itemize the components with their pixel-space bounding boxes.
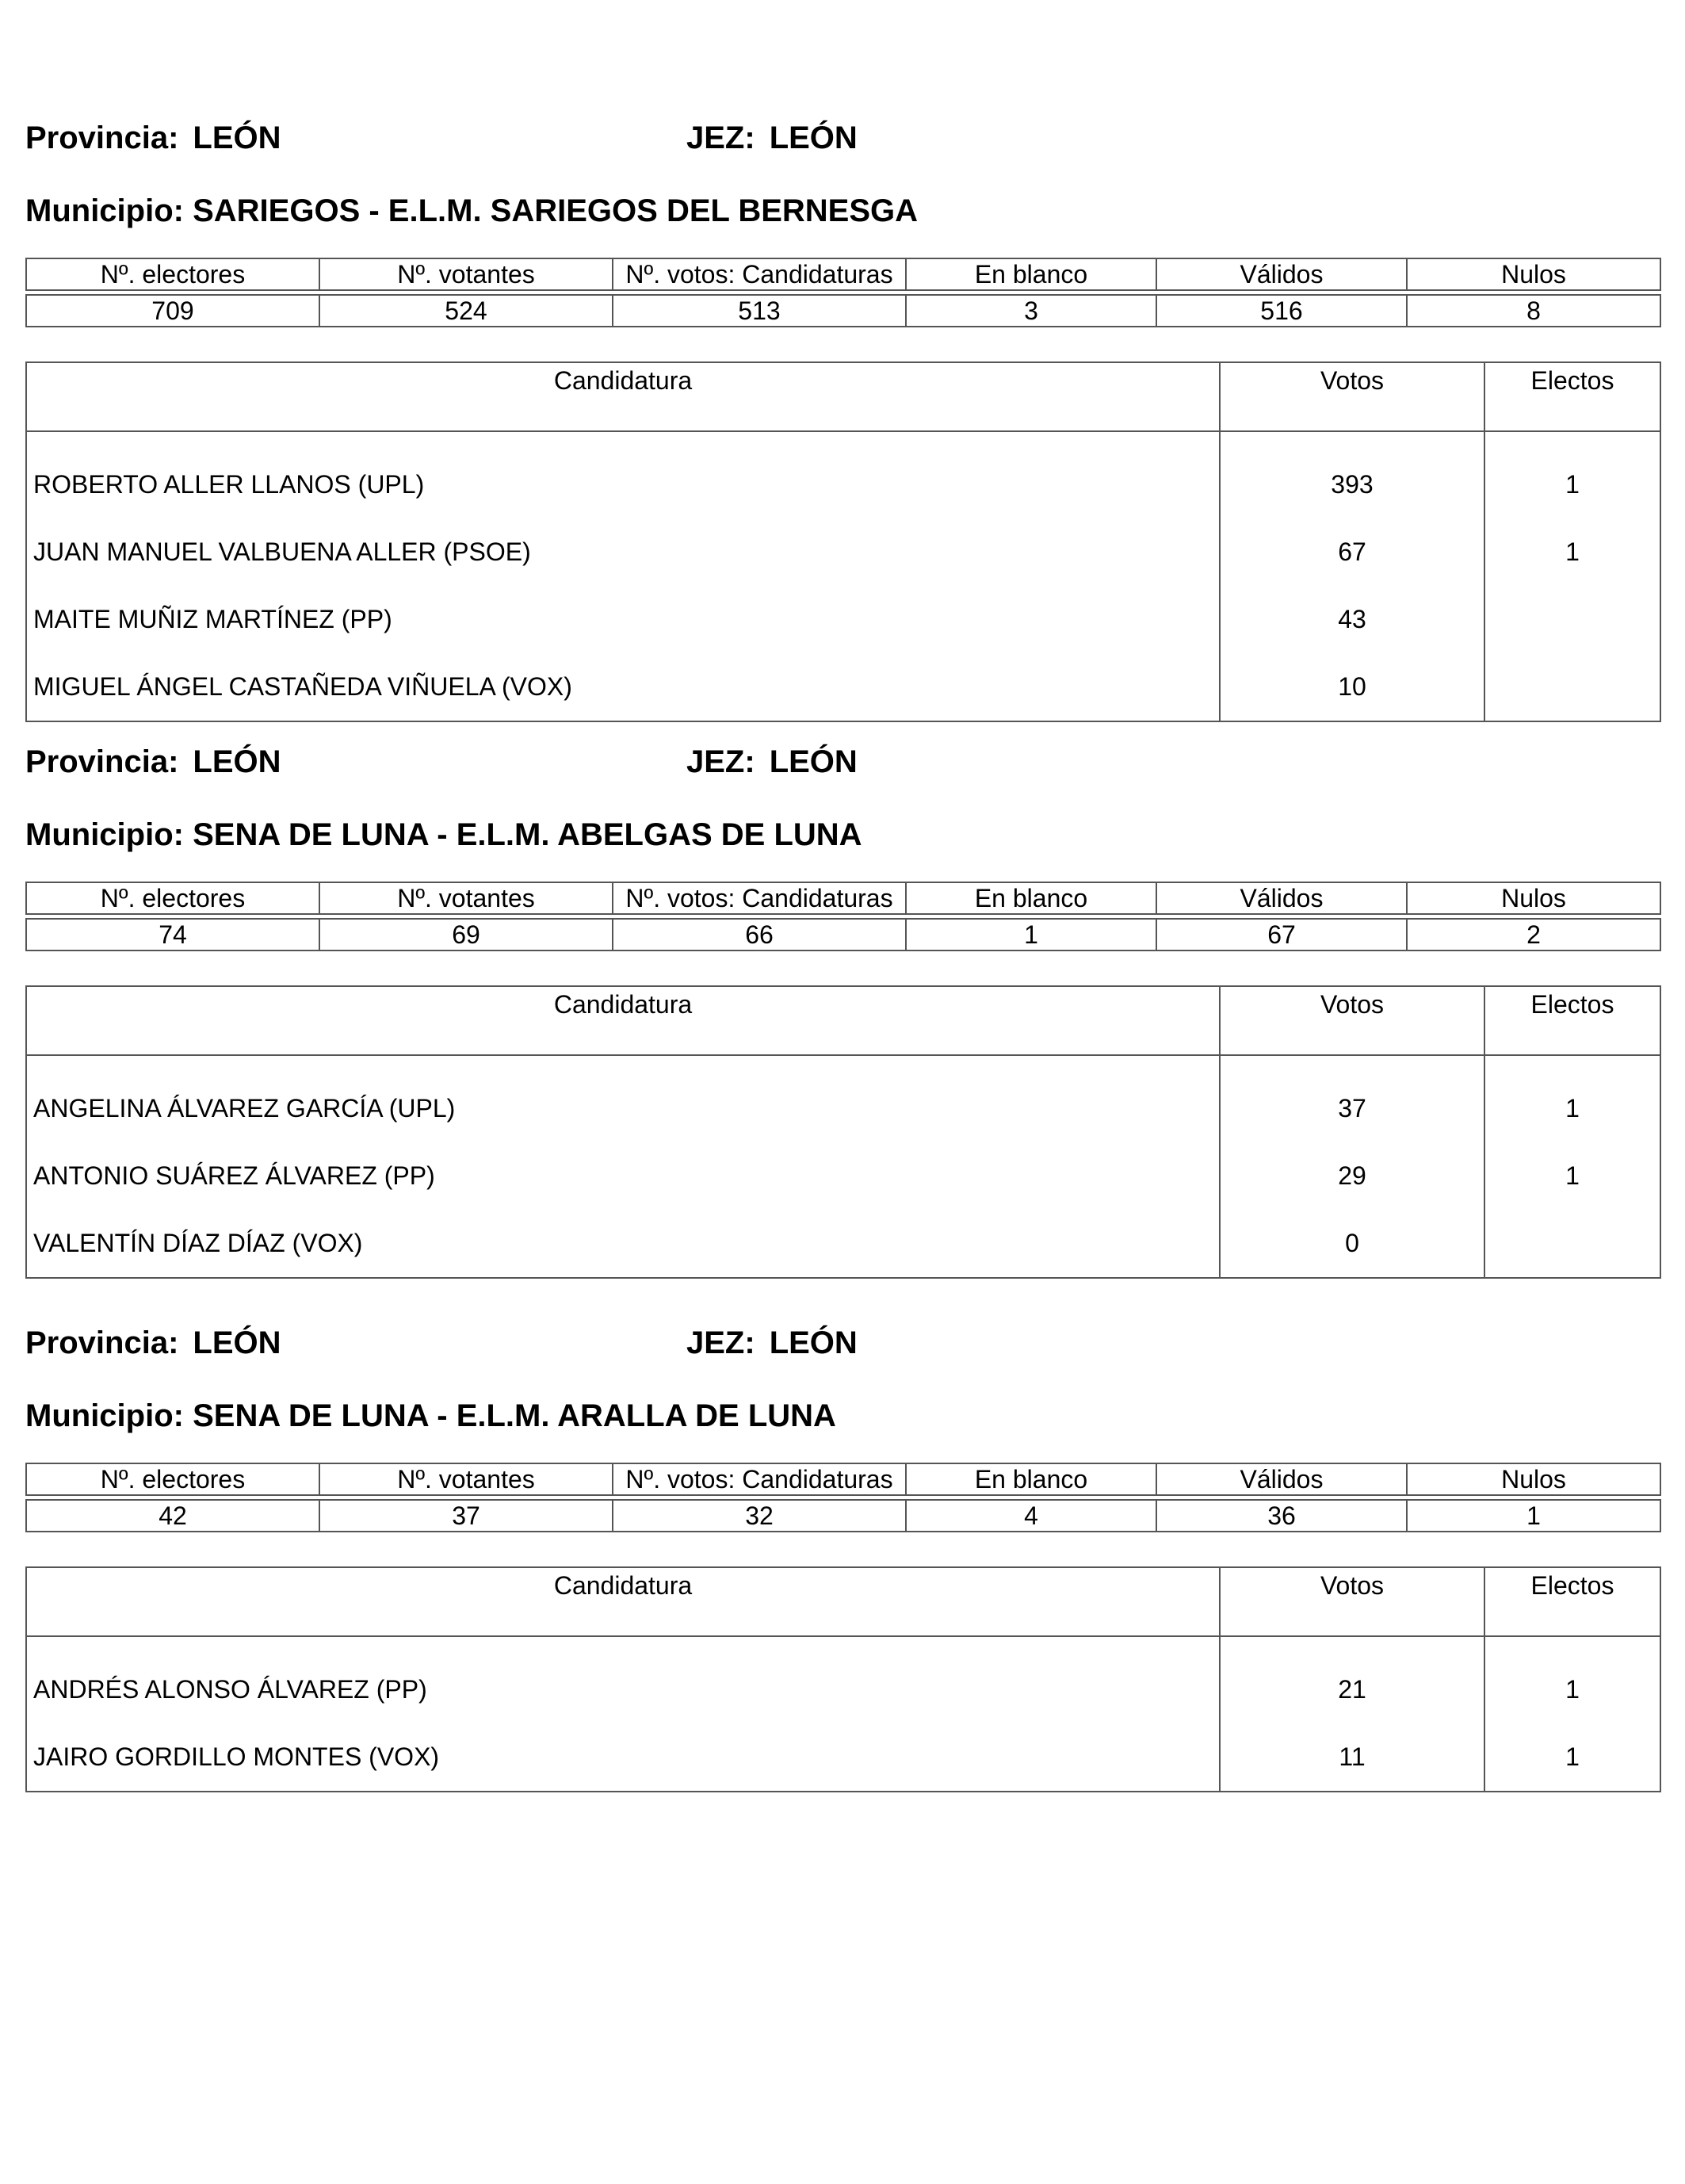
candidate-votos: 393 [1220, 431, 1484, 518]
candidate-name: ANGELINA ÁLVAREZ GARCÍA (UPL) [26, 1055, 1220, 1142]
summary-header: En blanco [906, 1463, 1156, 1495]
provincia-line [25, 743, 281, 781]
candidate-name: ROBERTO ALLER LLANOS (UPL) [26, 431, 1220, 518]
candidate-votos: 11 [1220, 1723, 1484, 1792]
candidate-name: JUAN MANUEL VALBUENA ALLER (PSOE) [26, 518, 1220, 586]
candidate-electos [1484, 1210, 1660, 1278]
candidatura-header: Candidatura [26, 1567, 1220, 1636]
provincia-label: Provincia: [25, 1325, 179, 1360]
summary-value: 516 [1156, 295, 1407, 327]
candidate-electos: 1 [1484, 1636, 1660, 1723]
summary-header: Nº. electores [26, 1463, 319, 1495]
candidate-row [26, 1210, 1660, 1278]
summary-value: 2 [1407, 919, 1660, 950]
summary-header: Válidos [1156, 882, 1407, 914]
summary-table [25, 1463, 1661, 1532]
electos-header: Electos [1484, 986, 1660, 1055]
provincia-label: Provincia: [25, 120, 179, 155]
electos-header: Electos [1484, 1567, 1660, 1636]
summary-header: En blanco [906, 258, 1156, 290]
provincia-value: LEÓN [193, 1325, 281, 1360]
summary-value: 69 [319, 919, 613, 950]
summary-header-row [26, 258, 1660, 290]
jez-label: JEZ: [686, 120, 755, 155]
municipio-label: Municipio: [25, 817, 184, 852]
candidates-header-row [26, 362, 1660, 431]
candidate-name: MIGUEL ÁNGEL CASTAÑEDA VIÑUELA (VOX) [26, 653, 1220, 721]
summary-header: Nº. electores [26, 882, 319, 914]
summary-header: En blanco [906, 882, 1156, 914]
summary-header: Nº. electores [26, 258, 319, 290]
summary-value: 8 [1407, 295, 1660, 327]
provincia-value: LEÓN [193, 744, 281, 779]
candidate-name: MAITE MUÑIZ MARTÍNEZ (PP) [26, 586, 1220, 653]
summary-value: 513 [613, 295, 906, 327]
candidate-votos: 0 [1220, 1210, 1484, 1278]
candidates-header-row [26, 986, 1660, 1055]
candidate-name: ANDRÉS ALONSO ÁLVAREZ (PP) [26, 1636, 1220, 1723]
summary-value-row [26, 919, 1660, 950]
summary-value: 524 [319, 295, 613, 327]
summary-value: 4 [906, 1500, 1156, 1532]
summary-value: 36 [1156, 1500, 1407, 1532]
candidate-votos: 21 [1220, 1636, 1484, 1723]
municipio-line [25, 192, 918, 230]
summary-header: Nº. votantes [319, 882, 613, 914]
summary-header: Nulos [1407, 882, 1660, 914]
jez-value: LEÓN [769, 120, 858, 155]
electos-header: Electos [1484, 362, 1660, 431]
summary-value: 74 [26, 919, 319, 950]
summary-value: 1 [1407, 1500, 1660, 1532]
summary-value: 67 [1156, 919, 1407, 950]
summary-table [25, 882, 1661, 951]
candidate-votos: 29 [1220, 1142, 1484, 1210]
summary-value-row [26, 1500, 1660, 1532]
municipio-label: Municipio: [25, 1398, 184, 1433]
summary-table [25, 258, 1661, 327]
summary-header: Válidos [1156, 1463, 1407, 1495]
summary-header: Nulos [1407, 1463, 1660, 1495]
votos-header: Votos [1220, 362, 1484, 431]
jez-value: LEÓN [769, 744, 858, 779]
candidate-row [26, 1723, 1660, 1792]
candidatura-header: Candidatura [26, 986, 1220, 1055]
candidate-name: ANTONIO SUÁREZ ÁLVAREZ (PP) [26, 1142, 1220, 1210]
municipio-label: Municipio: [25, 193, 184, 228]
votos-header: Votos [1220, 986, 1484, 1055]
municipio-line [25, 1397, 836, 1435]
municipio-value: SENA DE LUNA - E.L.M. ABELGAS DE LUNA [193, 817, 862, 852]
summary-header: Nº. votantes [319, 258, 613, 290]
summary-header-row [26, 882, 1660, 914]
candidate-name: JAIRO GORDILLO MONTES (VOX) [26, 1723, 1220, 1792]
summary-value-row [26, 295, 1660, 327]
candidate-votos: 43 [1220, 586, 1484, 653]
summary-value: 709 [26, 295, 319, 327]
provincia-label: Provincia: [25, 744, 179, 779]
provincia-value: LEÓN [193, 120, 281, 155]
candidate-electos: 1 [1484, 1055, 1660, 1142]
summary-header: Válidos [1156, 258, 1407, 290]
candidate-row [26, 431, 1660, 518]
summary-value: 66 [613, 919, 906, 950]
candidate-electos: 1 [1484, 431, 1660, 518]
candidate-row [26, 1636, 1660, 1723]
candidates-header-row [26, 1567, 1660, 1636]
candidates-table [25, 1566, 1661, 1792]
candidate-row [26, 518, 1660, 586]
summary-value: 1 [906, 919, 1156, 950]
candidate-row [26, 1055, 1660, 1142]
candidate-row [26, 1142, 1660, 1210]
candidate-electos: 1 [1484, 1723, 1660, 1792]
candidates-table [25, 361, 1661, 722]
candidate-electos [1484, 653, 1660, 721]
candidate-electos: 1 [1484, 1142, 1660, 1210]
candidate-votos: 37 [1220, 1055, 1484, 1142]
jez-label: JEZ: [686, 1325, 755, 1360]
municipio-value: SENA DE LUNA - E.L.M. ARALLA DE LUNA [193, 1398, 836, 1433]
candidate-votos: 10 [1220, 653, 1484, 721]
provincia-line [25, 1324, 281, 1362]
candidate-row [26, 653, 1660, 721]
votos-header: Votos [1220, 1567, 1484, 1636]
municipio-line [25, 816, 862, 854]
jez-line [686, 1324, 858, 1362]
candidate-votos: 67 [1220, 518, 1484, 586]
jez-label: JEZ: [686, 744, 755, 779]
candidate-electos [1484, 586, 1660, 653]
summary-header: Nº. votantes [319, 1463, 613, 1495]
summary-value: 3 [906, 295, 1156, 327]
jez-line [686, 743, 858, 781]
summary-header: Nº. votos: Candidaturas [613, 882, 906, 914]
jez-line [686, 119, 858, 157]
summary-header: Nulos [1407, 258, 1660, 290]
summary-value: 42 [26, 1500, 319, 1532]
candidatura-header: Candidatura [26, 362, 1220, 431]
summary-value: 32 [613, 1500, 906, 1532]
provincia-line [25, 119, 281, 157]
summary-value: 37 [319, 1500, 613, 1532]
candidates-table [25, 985, 1661, 1279]
candidate-electos: 1 [1484, 518, 1660, 586]
municipio-value: SARIEGOS - E.L.M. SARIEGOS DEL BERNESGA [193, 193, 919, 228]
summary-header: Nº. votos: Candidaturas [613, 1463, 906, 1495]
candidate-name: VALENTÍN DÍAZ DÍAZ (VOX) [26, 1210, 1220, 1278]
jez-value: LEÓN [769, 1325, 858, 1360]
summary-header-row [26, 1463, 1660, 1495]
candidate-row [26, 586, 1660, 653]
summary-header: Nº. votos: Candidaturas [613, 258, 906, 290]
